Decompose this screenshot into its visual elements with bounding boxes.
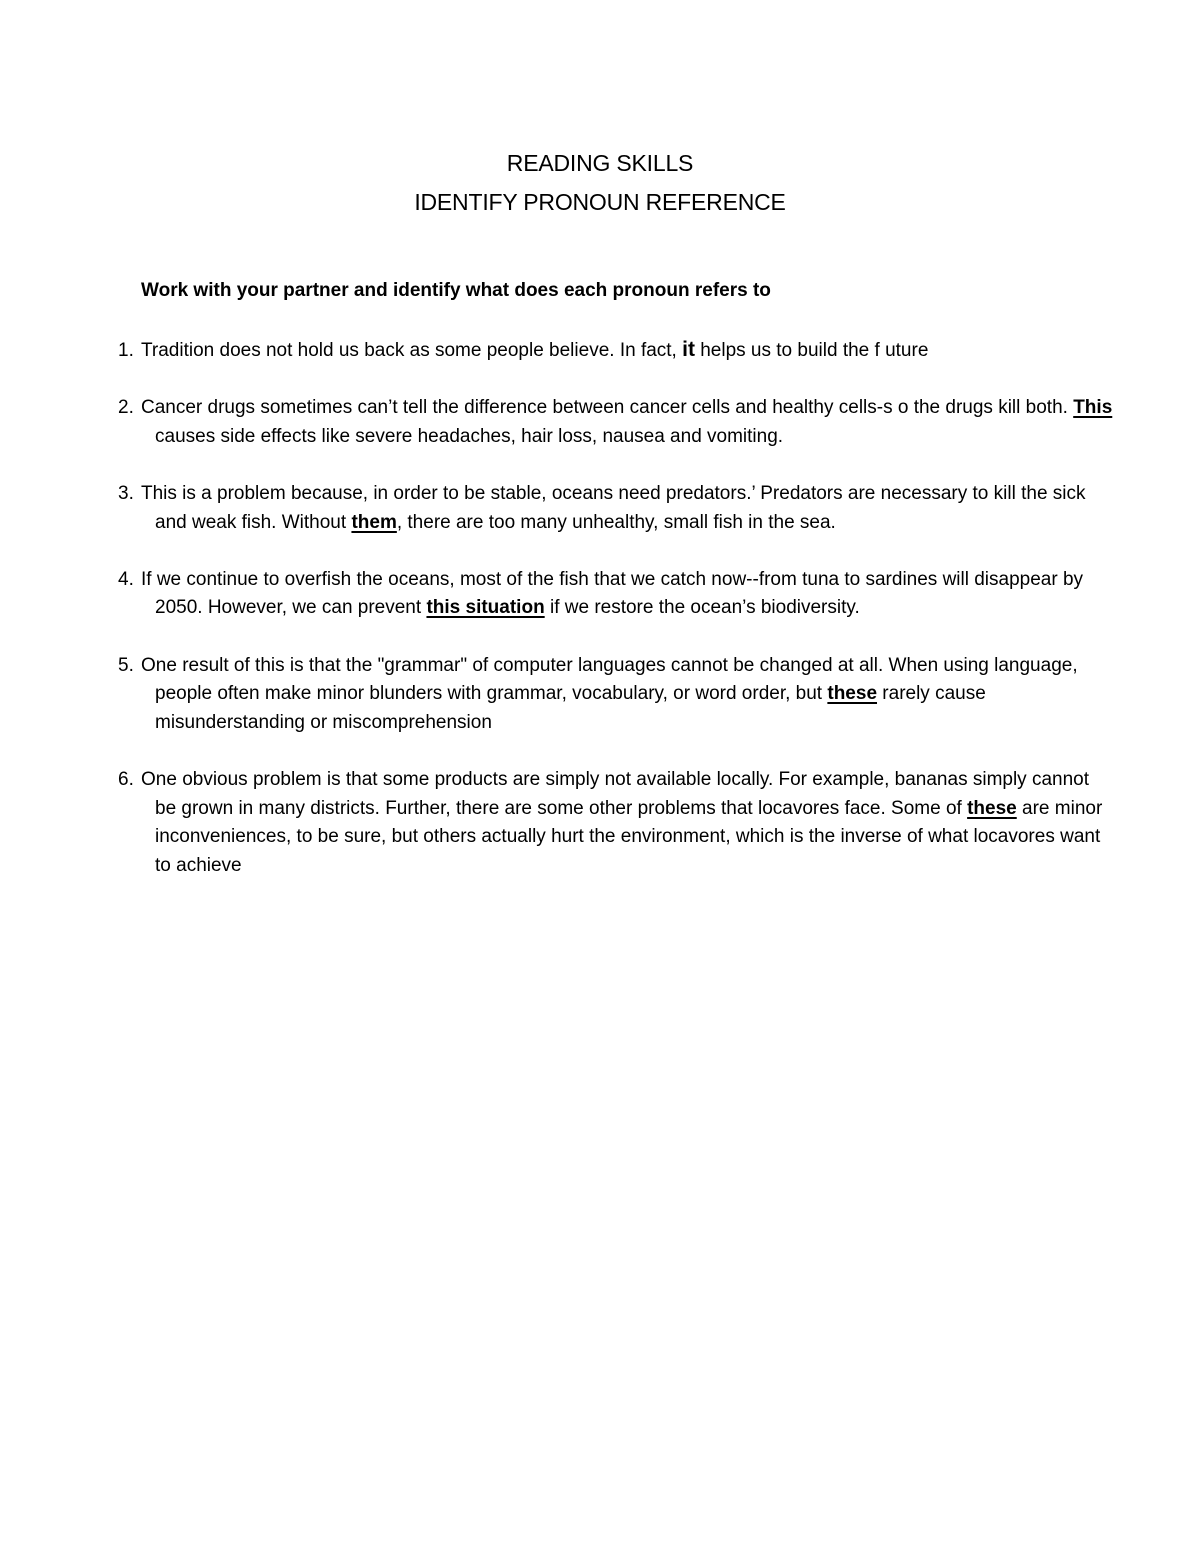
exercise-item-2 <box>118 394 1115 451</box>
item-number: 5. <box>118 654 134 676</box>
item-number: 4. <box>118 568 134 590</box>
document-title: READING SKILLS <box>506 150 694 176</box>
item-text-before: One obvious problem is that some products are simply not available locally. For example, bananas simply cannot be grown in many districts. Further, there are some other problems that locavores face. Some of <box>141 768 1090 819</box>
exercise-item-4 <box>118 566 1115 623</box>
item-number: 6. <box>118 768 134 790</box>
pronoun-reference: these <box>967 797 1017 819</box>
pronoun-reference: this situation <box>426 597 545 619</box>
item-number: 1. <box>118 340 134 361</box>
item-text-after: , there are too many unhealthy, small fish in the sea. <box>396 511 836 533</box>
item-number: 3. <box>118 482 134 504</box>
item-text-before: If we continue to overfish the oceans, most of the fish that we catch now--from tuna to sardines will disappear by 2050. However, we can prevent <box>141 568 1084 619</box>
pronoun-reference: these <box>827 683 878 705</box>
item-text-after: if we restore the ocean’s biodiversity. <box>549 597 860 619</box>
item-text-before: This is a problem because, in order to be stable, oceans need predators.’ Predators are necessary to kill the sick and weak fish. Without <box>141 482 1086 533</box>
item-text-before: Cancer drugs sometimes can’t tell the difference between cancer cells and healthy cells-s o the drugs kill both. <box>141 397 1068 419</box>
pronoun-reference: it <box>682 338 695 361</box>
document-subtitle: IDENTIFY PRONOUN REFERENCE <box>414 189 786 215</box>
pronoun-reference: This <box>1073 397 1113 419</box>
instructions: Work with your partner and identify what does each pronoun refers to <box>141 280 771 301</box>
exercise-list <box>118 336 1113 909</box>
item-text-before: Tradition does not hold us back as some people believe. In fact, <box>141 340 677 361</box>
item-text-after: are minor inconveniences, to be sure, but others actually hurt the environment, which is the inverse of what locavores want to achieve <box>155 797 1103 876</box>
exercise-item-3 <box>118 480 1115 537</box>
exercise-item-6 <box>118 766 1115 880</box>
item-text-after: causes side effects like severe headaches, hair loss, nausea and vomiting. <box>155 425 784 447</box>
pronoun-reference: them <box>351 511 397 533</box>
item-number: 2. <box>118 397 134 419</box>
item-text-after: rarely cause misunderstanding or miscomprehension <box>155 683 986 733</box>
exercise-item-5 <box>118 652 1115 738</box>
item-text-after: helps us to build the f uture <box>700 340 929 361</box>
item-text-before: One result of this is that the "grammar" of computer languages cannot be changed at all. When using language, people often make minor blunders with grammar, vocabulary, or word order, but <box>141 654 1078 705</box>
exercise-item-1 <box>118 336 1115 366</box>
